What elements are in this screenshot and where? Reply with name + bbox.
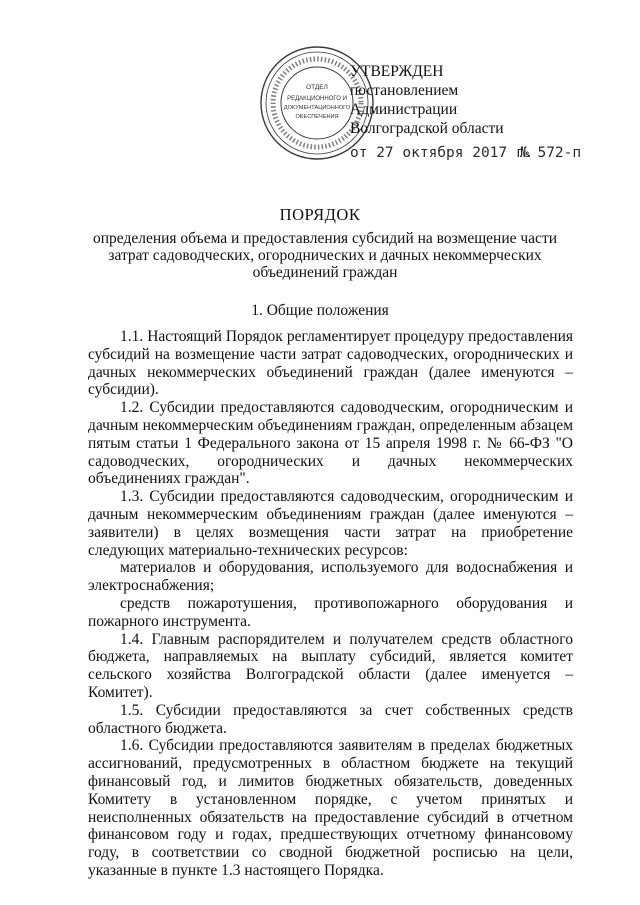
seal-text-line4: ОБЕСПЕЧЕНИЯ xyxy=(295,114,339,120)
document-title: ПОРЯДОК xyxy=(279,205,361,224)
paragraph-1-3-item-1: материалов и оборудования, используемого для водоснабжения и электроснабжения; xyxy=(88,559,573,595)
paragraph-1-6: 1.6. Субсидии предоставляются заявителям в пределах бюджетных ассигнований, предусмотренных в областном бюджете на текущий финансовый год, и лимитов бюджетных обязательств, доведенных Комитету в установленном порядке, с учетом принятых и неисполненных обязательств на предоставление субсидий в отчетном финансовом году и годах, предшествующих отчетному финансовому году, в соответствии со сводной бюджетной росписью на цели, указанные в пункте 1.3 настоящего Порядка. xyxy=(88,737,573,879)
approval-block xyxy=(350,62,630,164)
paragraph-1-4: 1.4. Главным распорядителем и получателем средств областного бюджета, направляемых на выплату субсидий, является комитет сельского хозяйства Волгоградской области (далее именуется – Комитет). xyxy=(88,630,573,701)
approval-date-row xyxy=(350,144,630,164)
paragraph-1-2: 1.2. Субсидии предоставляются садоводческим, огородническим и дачным некоммерческим объединениям граждан, определенным абзацем пятым статьи 1 Федерального закона от 15 апреля 1998 г. № 66-ФЗ "О садоводческих, огороднических и дачных некоммерческих объединениях граждан". xyxy=(88,399,573,488)
paragraph-1-5: 1.5. Субсидии предоставляются за счет собственных средств областного бюджета. xyxy=(88,701,573,737)
approval-number: № 572-п xyxy=(520,145,582,161)
approval-line-resolution: постановлением xyxy=(350,82,459,99)
seal-text-line1: ОТДЕЛ xyxy=(306,84,328,91)
section-heading: 1. Общие положения xyxy=(251,302,389,319)
approval-line-region: Волгоградской области xyxy=(350,120,504,137)
paragraph-1-3-item-2: средств пожаротушения, противопожарного оборудования и пожарного инструмента. xyxy=(88,594,573,630)
paragraph-1-3: 1.3. Субсидии предоставляются садоводческим, огородническим и дачным некоммерческим объединениям граждан (далее именуются – заявители) в целях возмещения части затрат на приобретение следующих материально-технических ресурсов: xyxy=(88,488,573,559)
paragraph-1-1: 1.1. Настоящий Порядок регламентирует процедуру предоставления субсидий на возмещение части затрат садоводческих, огороднических и дачных некоммерческих объединений граждан (далее именуются – субсидии). xyxy=(88,328,573,399)
seal-text-line3: ДОКУМЕНТАЦИОННОГО xyxy=(283,105,351,111)
approval-date: от 27 октября 2017 г. xyxy=(350,145,534,161)
document-body xyxy=(88,328,573,880)
approval-heading: УТВЕРЖДЕН xyxy=(350,63,444,80)
document-subtitle: определения объема и предоставления субсидий на возмещение части затрат садоводческих, огороднических и дачных некоммерческих объединений граждан xyxy=(92,230,558,281)
seal-text-line2: РЕДАКЦИОННОГО И xyxy=(287,96,347,102)
approval-line-administration: Администрации xyxy=(350,101,458,118)
